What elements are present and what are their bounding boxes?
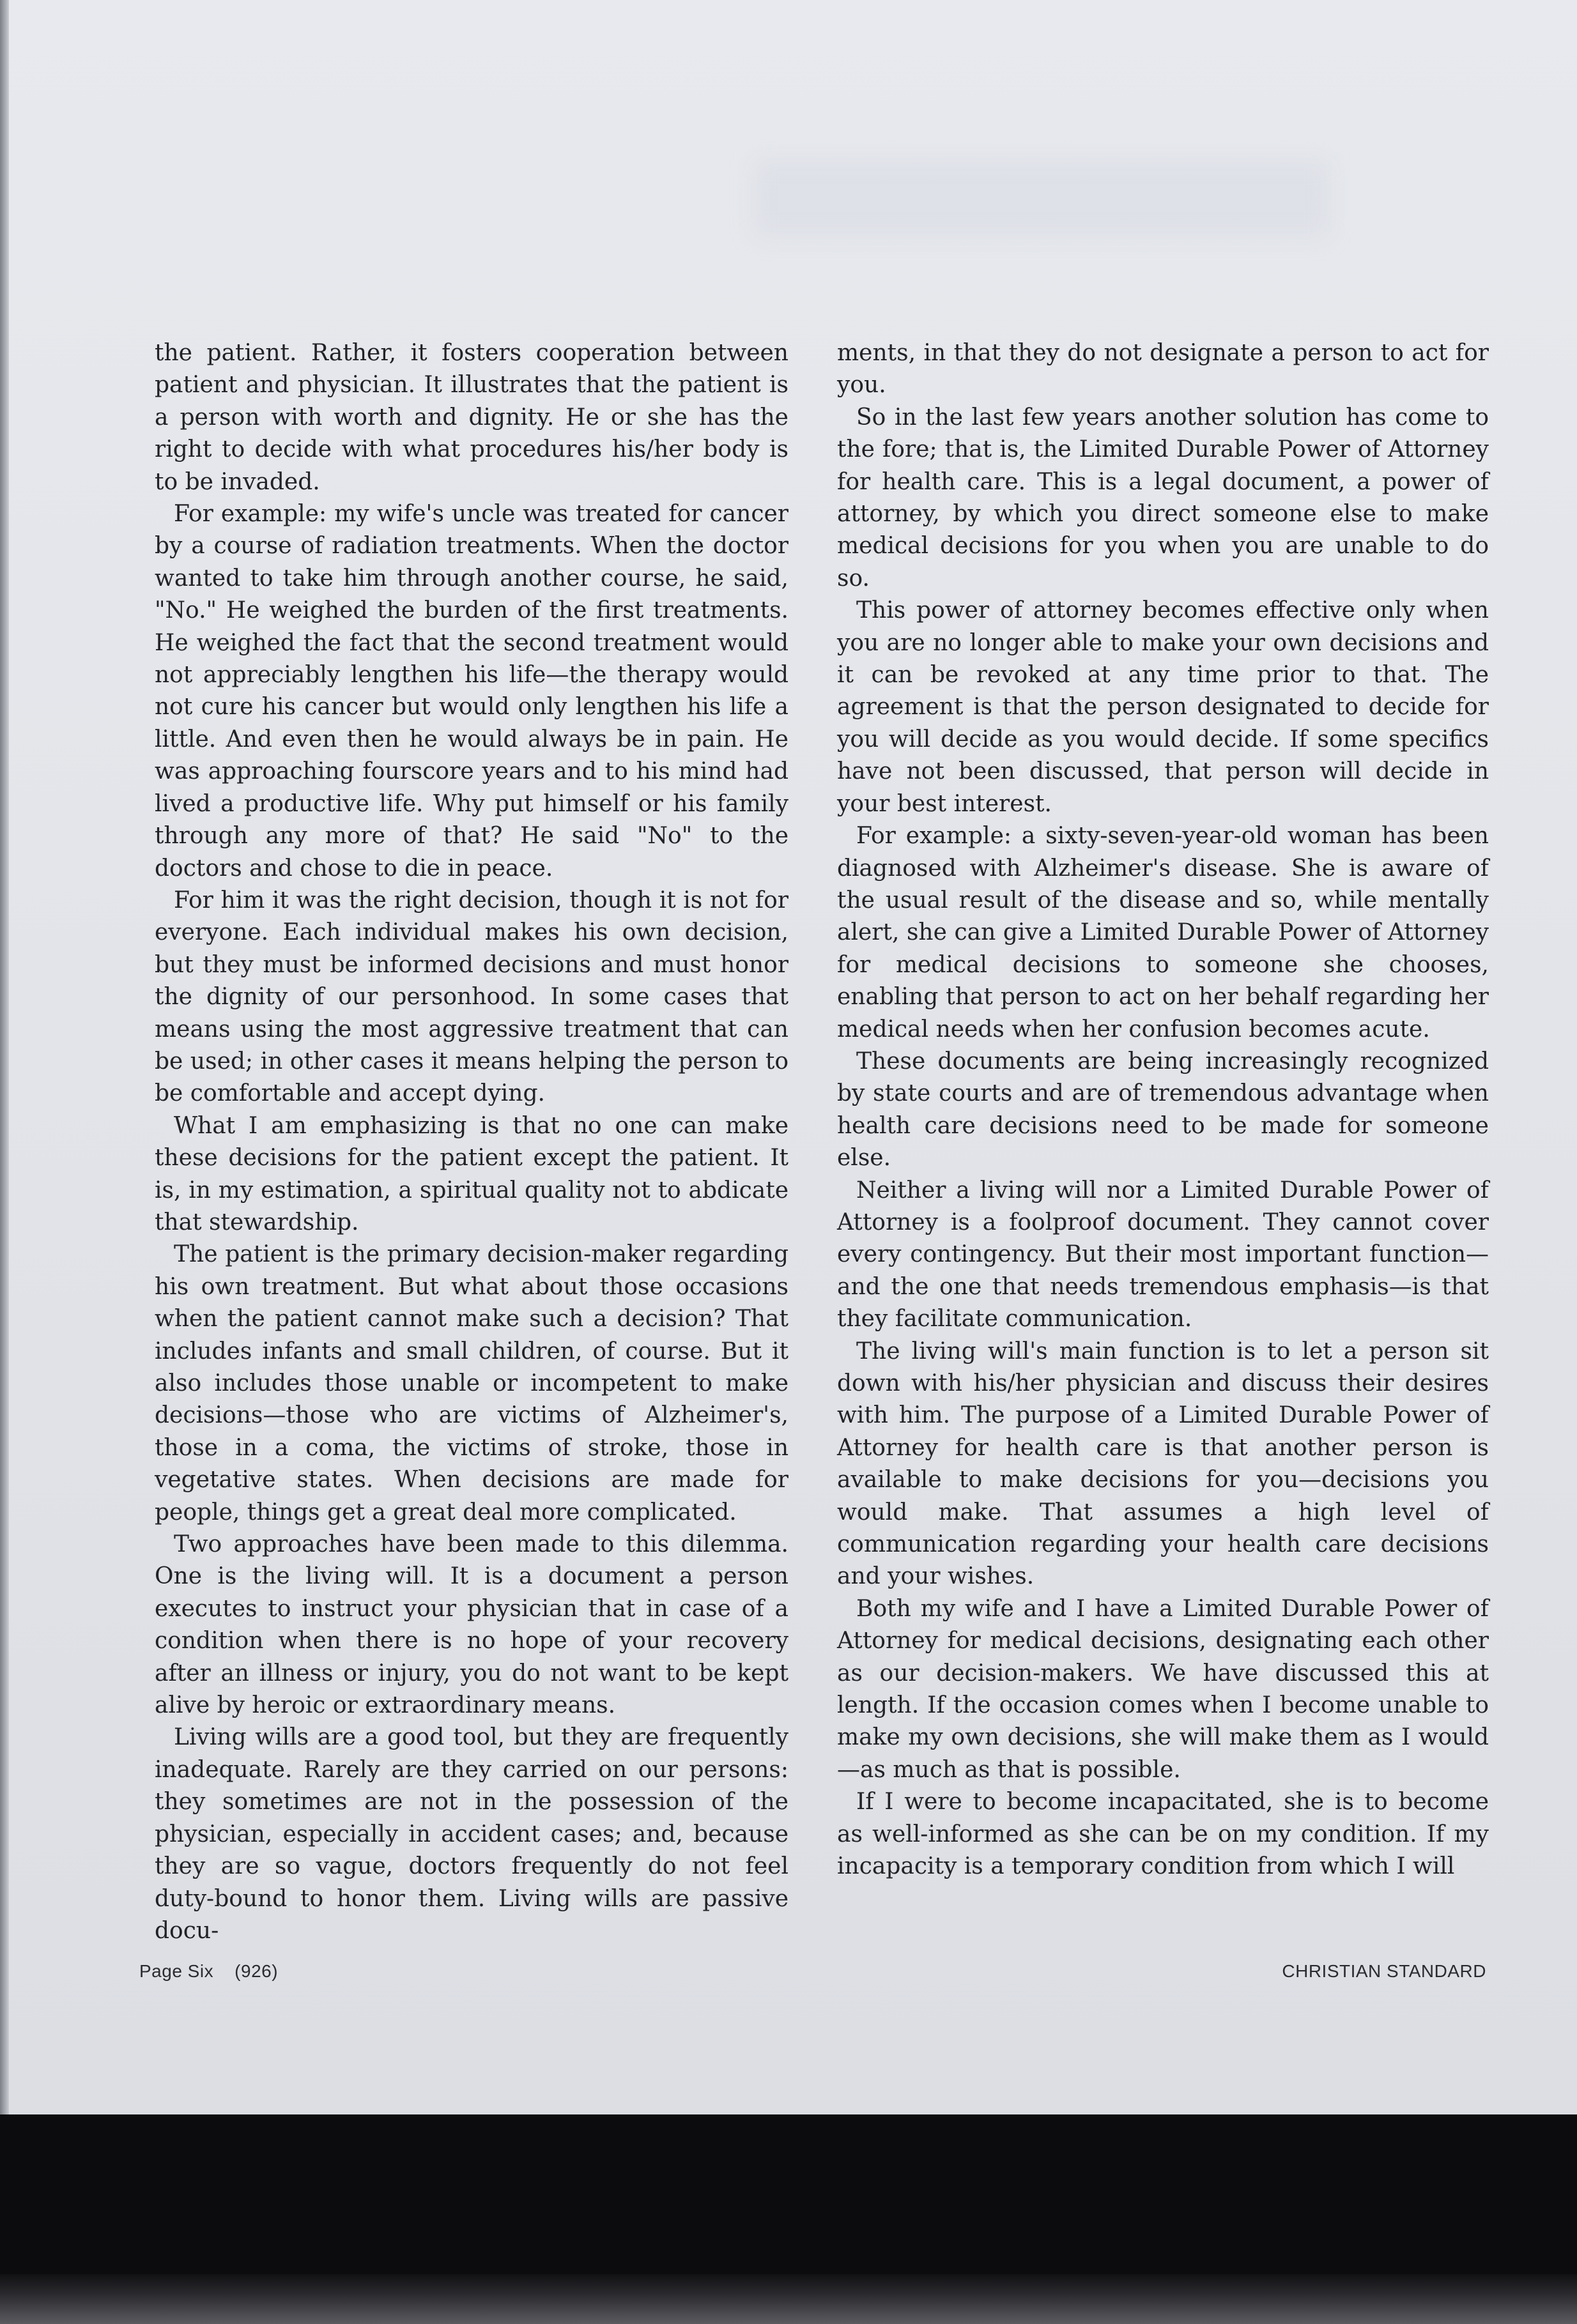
background-surface [0,2274,1577,2324]
paragraph: For example: a sixty-seven-year-old woman has been diagnosed with Alzheimer's disease. She is aware of the usual result of the disease and so, while mentally alert, she can give a Limited Durable Power of Attorney for medical decisions to someone she chooses, enabling that person to act on her behalf regarding her medical needs when her confusion becomes acute. [837,823,1489,1043]
show-through-heading [754,160,1329,236]
paragraph: the patient. Rather, it fosters cooperation between patient and physician. It illustrates that the patient is a person with worth and dignity. He or she has the right to decide with what procedures his/her body is to be invaded. [155,340,788,495]
publication-name-footer: CHRISTIAN STANDARD [1282,1961,1486,1981]
paragraph: What I am emphasizing is that no one can make these decisions for the patient except the patient. It is, in my estimation, a spiritual quality not to abdicate that stewardship. [155,1112,788,1235]
paragraph: Two approaches have been made to this dilemma. One is the living will. It is a document a person executes to instruct your physician that in case of a condition when there is no hope of your recovery after an illness or injury, you do not want to be kept alive by heroic or extraordinary means. [155,1531,788,1719]
page-edge-shadow [0,0,9,2114]
paragraph: So in the last few years another solution has come to the fore; that is, the Limited Durable Power of Attorney for health care. This is a legal document, a power of attorney, by which you direct someone else to make medical decisions for you when you are unable to do so. [837,404,1489,592]
paragraph: The living will's main function is to let a person sit down with his/her physician and discuss their desires with him. The purpose of a Limited Durable Power of Attorney for health care is that another person is available to make decisions for you—decisions you would make. That assumes a high level of communication regarding your health care decisions and your wishes. [837,1338,1489,1590]
paragraph: For example: my wife's uncle was treated for cancer by a course of radiation treatments. When the doctor wanted to take him through another course, he said, "No." He weighed the burden of the first treatments. He weighed the fact that the second treatment would not appreciably lengthen his life—the therapy would not cure his cancer but would only lengthen his life a little. And even then he would always be in pain. He was approaching fourscore years and to his mind had lived a productive life. Why put himself or his family through any more of that? He said "No" to the doctors and chose to die in peace. [155,501,788,882]
paragraph: For him it was the right decision, though it is not for everyone. Each individual makes his own decision, but they must be informed decisions and must honor the dignity of our personhood. In some cases that means using the most aggressive treatment that can be used; in other cases it means helping the person to be comfortable and accept dying. [155,887,788,1107]
paragraph: If I were to become incapacitated, she is to become as well-informed as she can be on my condition. If my incapacity is a temporary condition from which I will [837,1789,1489,1880]
paragraph: These documents are being increasingly recognized by state courts and are of tremendous advantage when health care decisions need to be made for someone else. [837,1048,1489,1172]
left-text-column [155,337,788,1947]
paragraph: ments, in that they do not designate a person to act for you. [837,340,1489,399]
paragraph: Living wills are a good tool, but they are frequently inadequate. Rarely are they carried on our persons: they sometimes are not in the possession of the physician, especially in accident cases; and, because they are so vague, doctors frequently do not feel duty-bound to honor them. Living wills are passive docu- [155,1724,788,1944]
paragraph: The patient is the primary decision-maker regarding his own treatment. But what about those occasions when the patient cannot make such a decision? That includes infants and small children, of course. But it also includes those unable or incompetent to make decisions—those who are victims of Alzheimer's, those in a coma, the victims of stroke, those in vegetative states. When decisions are made for people, things get a great deal more complicated. [155,1241,788,1525]
right-text-column [837,337,1489,1883]
paragraph: Neither a living will nor a Limited Durable Power of Attorney is a foolproof document. They cannot cover every contingency. But their most important function—and the one that needs tremendous emphasis—is that they facilitate communication. [837,1177,1489,1333]
page-number-footer: Page Six (926) [139,1961,279,1981]
paragraph: Both my wife and I have a Limited Durable Power of Attorney for medical decisions, designating each other as our decision-makers. We have discussed this at length. If the occasion comes when I become unable to make my own decisions, she will make them as I would—as much as that is possible. [837,1595,1489,1783]
paragraph: This power of attorney becomes effective only when you are no longer able to make your own decisions and it can be revoked at any time prior to that. The agreement is that the person designated to decide for you will decide as you would decide. If some specifics have not been discussed, that person will decide in your best interest. [837,597,1489,817]
